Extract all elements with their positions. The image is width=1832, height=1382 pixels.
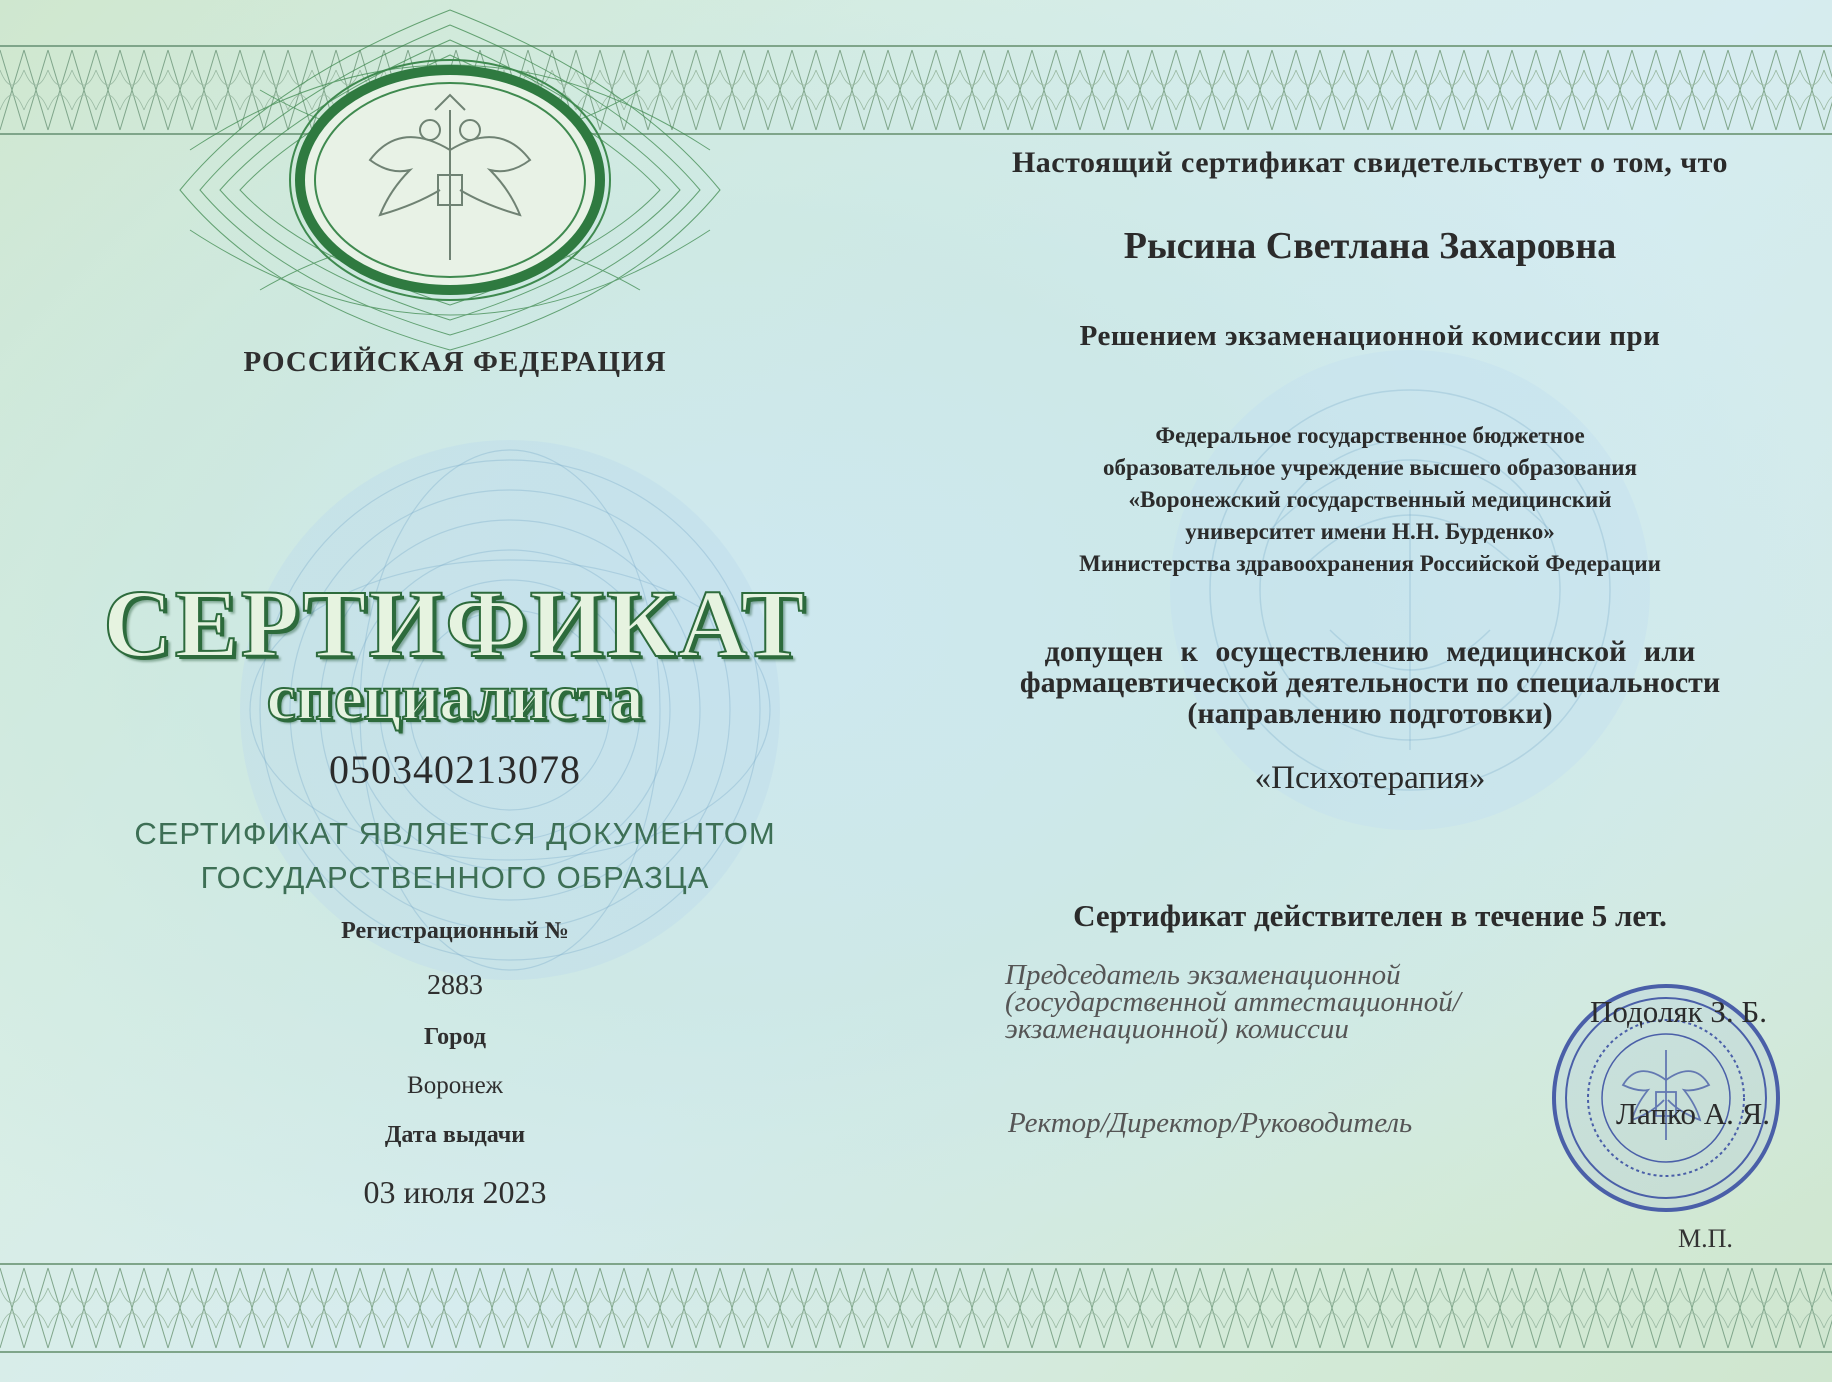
- chair-role: [1005, 959, 1565, 1045]
- bottom-guilloche-band: [0, 1258, 1832, 1358]
- chair-role-line: Председатель экзаменационной: [1005, 959, 1401, 991]
- holder-name: Рысина Светлана Захаровна: [1123, 225, 1617, 267]
- org-line: Федеральное государственное бюджетное: [1155, 423, 1585, 448]
- org-line: университет имени Н.Н. Бурденко»: [1185, 519, 1555, 544]
- admission-line: фармацевтической деятельности по специальности: [1019, 666, 1721, 699]
- chair-role-line: экзаменационной) комиссии: [1005, 1013, 1349, 1045]
- organization-name: [960, 420, 1780, 580]
- specialty-name: «Психотерапия»: [1254, 760, 1486, 796]
- admission-line: (направлению подготовки): [1187, 697, 1553, 730]
- org-line: Министерства здравоохранения Российской Федерации: [1079, 551, 1661, 576]
- org-line: «Воронежский государственный медицинский: [1128, 487, 1612, 512]
- gov-document-line-1: СЕРТИФИКАТ ЯВЛЯЕТСЯ ДОКУМЕНТОМ: [134, 816, 776, 851]
- chair-role-line: (государственной аттестационной/: [1005, 986, 1461, 1018]
- admission-text: [960, 636, 1780, 729]
- admission-line: допущен к осуществлению медицинской или: [1044, 635, 1696, 668]
- city-value: Воронеж: [407, 1072, 503, 1099]
- registration-label: Регистрационный №: [341, 918, 569, 944]
- city-label: Город: [424, 1024, 486, 1050]
- certificate-subtitle: специалиста: [266, 661, 644, 734]
- rector-signatory-name: Лапко А. Я.: [1616, 1096, 1771, 1131]
- issue-date-label: Дата выдачи: [384, 1122, 526, 1148]
- validity-text: Сертификат действителен в течение 5 лет.: [1073, 898, 1667, 933]
- registration-number: 2883: [427, 970, 483, 1001]
- serial-number: 050340213078: [329, 747, 581, 792]
- org-line: образовательное учреждение высшего образования: [1103, 455, 1637, 480]
- decision-text: Решением экзаменационной комиссии при: [1079, 320, 1661, 352]
- rector-role: Ректор/Директор/Руководитель: [1008, 1107, 1413, 1139]
- intro-text: Настоящий сертификат свидетельствует о том, что: [1011, 146, 1729, 179]
- gov-document-line-2: ГОСУДАРСТВЕННОГО ОБРАЗЦА: [200, 860, 710, 895]
- issue-date-value: 03 июля 2023: [363, 1174, 547, 1210]
- coat-of-arms-seal: [150, 0, 750, 360]
- stamp-place-mark: М.П.: [1678, 1224, 1733, 1253]
- certificate-title: СЕРТИФИКАТ: [103, 570, 807, 677]
- country-label: РОССИЙСКАЯ ФЕДЕРАЦИЯ: [243, 346, 667, 378]
- chair-signatory-name: Подоляк З. Б.: [1590, 994, 1767, 1029]
